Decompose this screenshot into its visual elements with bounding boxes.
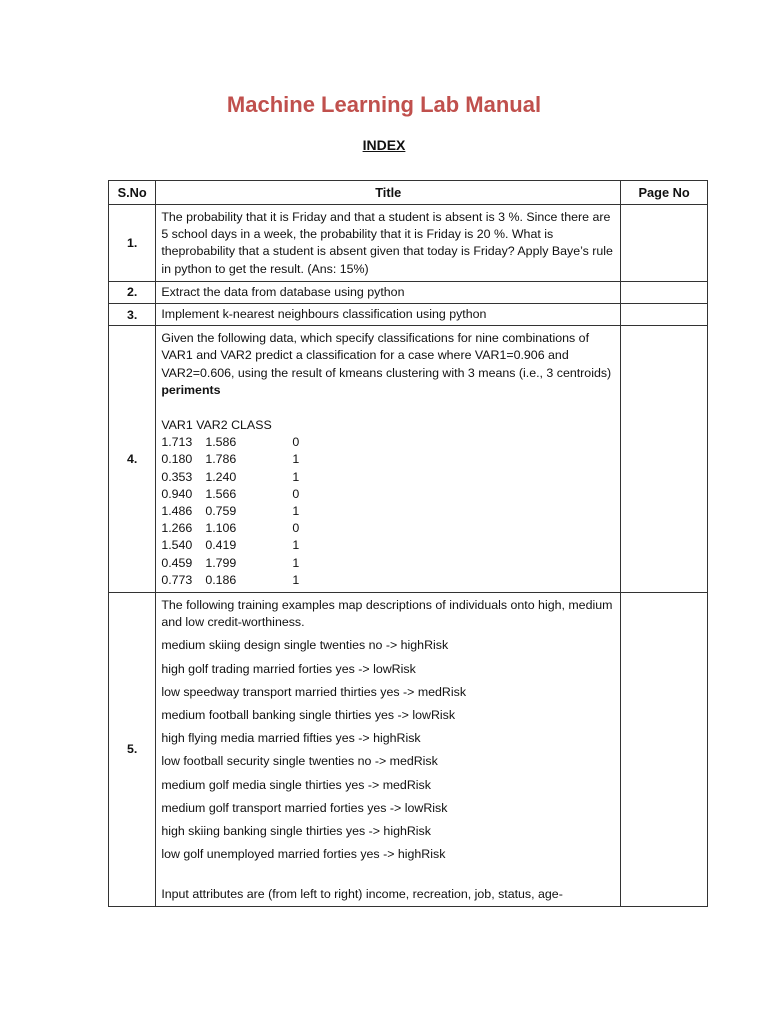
data-class: 1: [292, 538, 300, 553]
training-example: high flying media married fifties yes -> highRisk: [161, 731, 421, 746]
data-var1: 0.773: [161, 572, 193, 587]
data-class: 0: [292, 521, 300, 536]
row-title: Extract the data from database using python: [156, 281, 621, 303]
data-var1: 1.266: [161, 521, 193, 536]
data-row: [161, 572, 616, 589]
data-var2: 0.419: [205, 538, 237, 553]
kmeans-description-bold: periments: [161, 382, 221, 397]
data-class: 1: [292, 555, 300, 570]
data-class: 1: [292, 469, 300, 484]
data-var2: 1.240: [205, 469, 237, 484]
table-header-row: [109, 181, 708, 205]
row-title: [156, 593, 621, 907]
row-number: 5.: [109, 593, 156, 907]
index-heading: INDEX: [362, 137, 406, 153]
kmeans-description: [161, 330, 616, 399]
data-row: [161, 537, 616, 554]
data-values: [161, 434, 616, 589]
header-title: Title: [156, 181, 621, 205]
table-row: [109, 205, 708, 282]
data-var2: 0.759: [205, 504, 237, 519]
training-examples: [161, 637, 616, 863]
data-var1: 0.459: [161, 555, 193, 570]
row-title: The probability that it is Friday and that a student is absent is 3 %. Since there are 5 school days in a week, the probability that it is Friday is 20 %. What is theprobability that a student is absent given that today is Friday? Apply Baye’s rule in python to get the result. (Ans: 15%): [156, 205, 621, 282]
kmeans-description-text: Given the following data, which specify classifications for nine combinations of VAR1 and VAR2 predict a classification for a case where VAR1=0.906 and VAR2=0.606, using the result of kmeans clustering with 3 means (i.e., 3 centroids): [161, 331, 612, 380]
row-page-no: [621, 205, 708, 282]
training-example: medium golf transport married forties yes -> lowRisk: [161, 800, 448, 815]
data-class: 1: [292, 504, 300, 519]
data-row: [161, 486, 616, 503]
header-page-no: Page No: [621, 181, 708, 205]
row-title: [156, 326, 621, 593]
row-title: Implement k-nearest neighbours classification using python: [156, 304, 621, 326]
data-row: [161, 503, 616, 520]
data-var1: 1.540: [161, 538, 193, 553]
table-row: [109, 304, 708, 326]
row-page-no: [621, 281, 708, 303]
data-var2: 1.786: [205, 452, 237, 467]
data-var2: 1.799: [205, 555, 237, 570]
data-var2: 1.106: [205, 521, 237, 536]
data-class: 0: [292, 435, 300, 450]
data-table-header: VAR1 VAR2 CLASS: [161, 418, 272, 433]
training-example: low golf unemployed married forties yes -> highRisk: [161, 847, 446, 862]
row-page-no: [621, 304, 708, 326]
row-page-no: [621, 593, 708, 907]
credit-footer: Input attributes are (from left to right) income, recreation, job, status, age-: [161, 886, 563, 901]
data-var2: 1.586: [205, 435, 237, 450]
data-class: 1: [292, 572, 300, 587]
training-example: medium golf media single thirties yes -> medRisk: [161, 777, 431, 792]
data-row: [161, 451, 616, 468]
data-class: 1: [292, 452, 300, 467]
header-sno: S.No: [109, 181, 156, 205]
table-row: [109, 281, 708, 303]
training-example: high golf trading married forties yes -> lowRisk: [161, 661, 416, 676]
row-number: 3.: [109, 304, 156, 326]
training-example: high skiing banking single thirties yes -> highRisk: [161, 824, 431, 839]
training-example: low football security single twenties no -> medRisk: [161, 754, 438, 769]
row-number: 1.: [109, 205, 156, 282]
training-example: medium football banking single thirties yes -> lowRisk: [161, 708, 456, 723]
data-var1: 0.180: [161, 452, 193, 467]
page-title: Machine Learning Lab Manual: [226, 92, 542, 117]
data-var1: 0.940: [161, 486, 193, 501]
training-example: medium skiing design single twenties no -> highRisk: [161, 638, 449, 653]
training-example: low speedway transport married thirties yes -> medRisk: [161, 684, 467, 699]
data-row: [161, 520, 616, 537]
row-page-no: [621, 326, 708, 593]
data-row: [161, 555, 616, 572]
data-class: 0: [292, 486, 300, 501]
row-number: 4.: [109, 326, 156, 593]
table-row: [109, 326, 708, 593]
index-table: [108, 180, 708, 907]
data-var2: 1.566: [205, 486, 237, 501]
data-row: [161, 469, 616, 486]
row-number: 2.: [109, 281, 156, 303]
data-var1: 1.486: [161, 504, 193, 519]
data-var2: 0.186: [205, 572, 237, 587]
data-row: [161, 434, 616, 451]
data-var1: 0.353: [161, 469, 193, 484]
table-row: [109, 593, 708, 907]
credit-intro: The following training examples map descriptions of individuals onto high, medium and low credit-worthiness.: [161, 598, 613, 630]
data-var1: 1.713: [161, 435, 193, 450]
